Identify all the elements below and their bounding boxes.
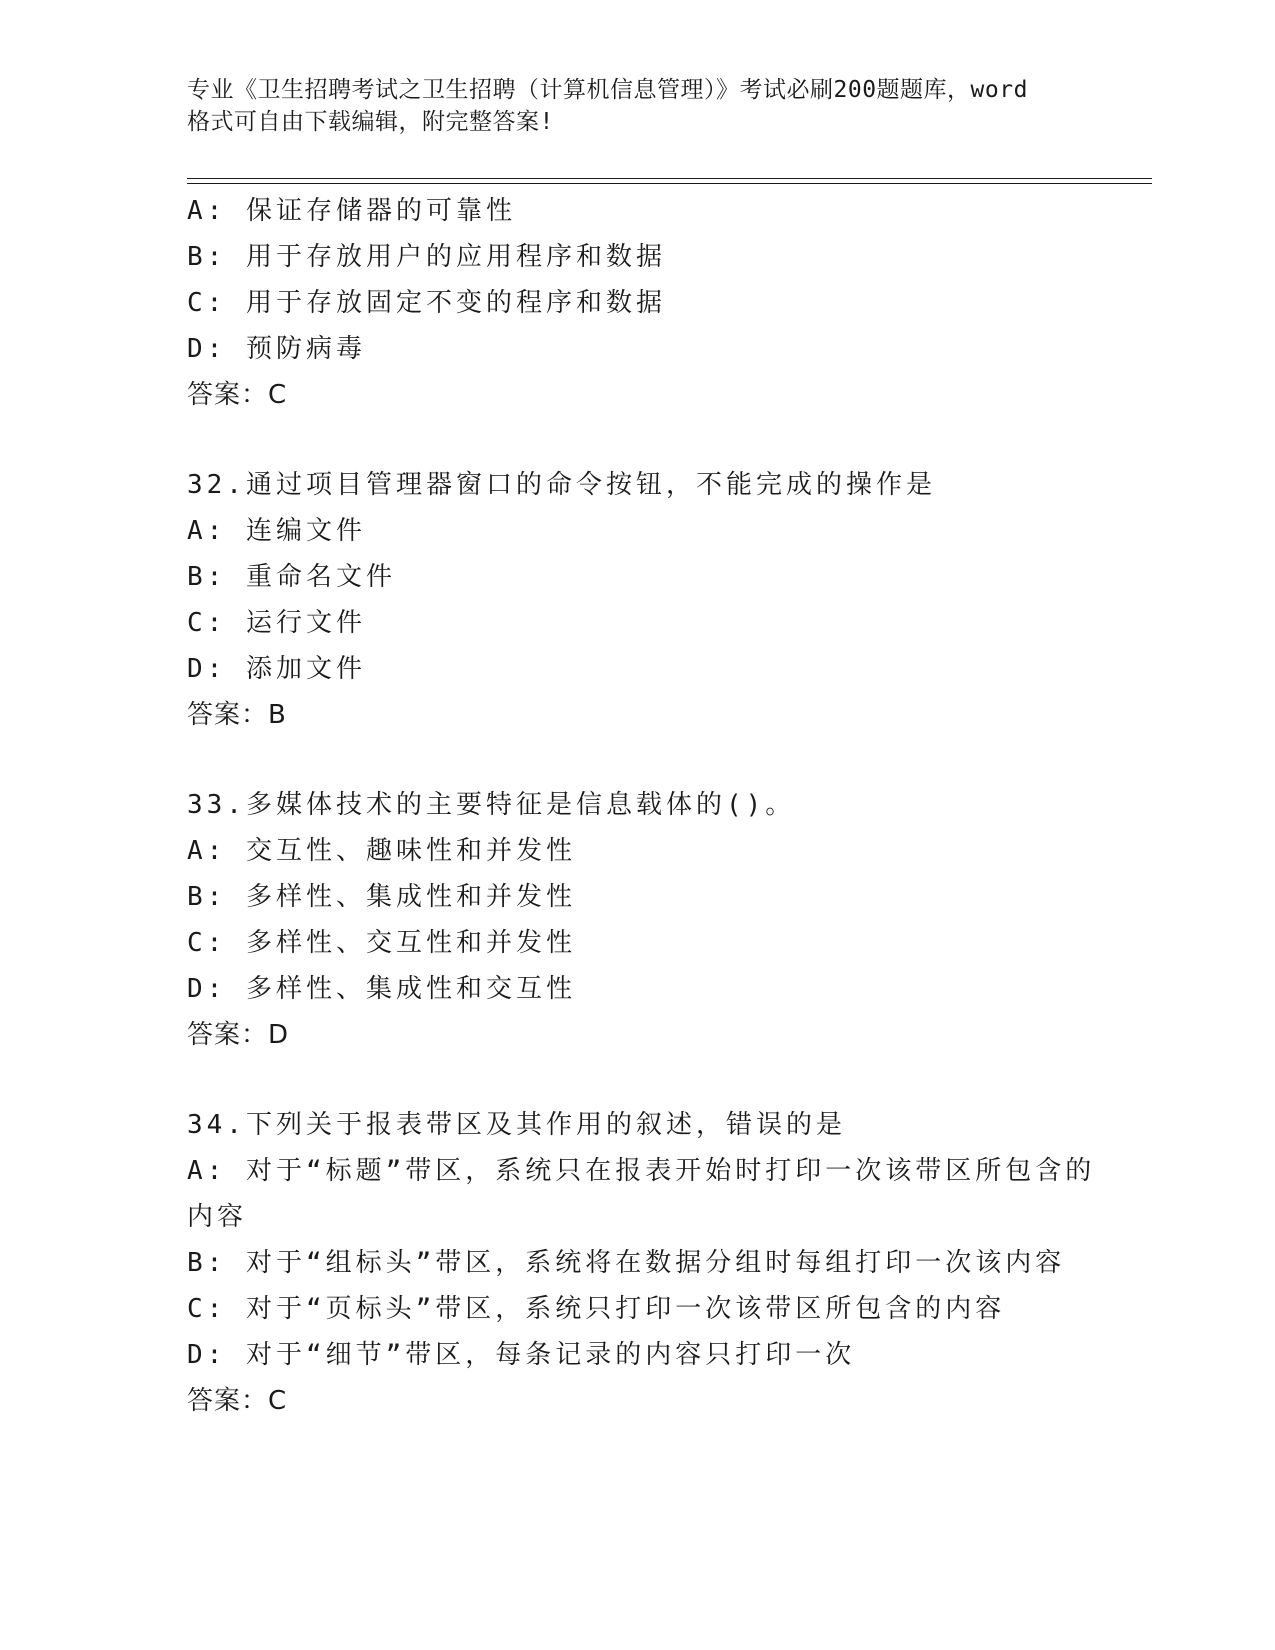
option-d: D: 多样性、集成性和交互性 [187, 974, 576, 1004]
option-d: D: 对于“细节”带区，每条记录的内容只打印一次 [187, 1340, 856, 1370]
option-c: C: 运行文件 [187, 608, 366, 638]
option-b: B: 多样性、集成性和并发性 [187, 882, 576, 912]
spacer [187, 1058, 1087, 1102]
option-d: D: 添加文件 [187, 654, 366, 684]
answer-label: 答案：C [187, 1386, 288, 1416]
question-block-32 [187, 462, 1087, 738]
spacer [187, 418, 1087, 462]
question-block-34 [187, 1102, 1096, 1424]
question-list [187, 188, 1096, 1424]
answer-label: 答案：B [187, 700, 287, 730]
option-b: B: 重命名文件 [187, 562, 396, 592]
question-block-31 [187, 188, 1087, 418]
option-a-continuation: 内容 [187, 1202, 248, 1232]
option-c: C: 多样性、交互性和并发性 [187, 928, 576, 958]
question-text: 33.多媒体技术的主要特征是信息载体的()。 [187, 790, 796, 820]
answer-label: 答案：D [187, 1020, 290, 1050]
option-a: A: 对于“标题”带区，系统只在报表开始时打印一次该带区所包含的 [187, 1156, 1096, 1186]
option-b: B: 用于存放用户的应用程序和数据 [187, 242, 666, 272]
option-d: D: 预防病毒 [187, 334, 366, 364]
header-line-1: 专业《卫生招聘考试之卫生招聘（计算机信息管理）》考试必刷200题题库，word [187, 77, 1028, 103]
option-a: A: 保证存储器的可靠性 [187, 196, 516, 226]
option-a: A: 连编文件 [187, 516, 366, 546]
question-text: 34.下列关于报表带区及其作用的叙述，错误的是 [187, 1110, 846, 1140]
option-a: A: 交互性、趣味性和并发性 [187, 836, 576, 866]
header-line-2: 格式可自由下载编辑，附完整答案! [187, 109, 554, 135]
document-header [187, 74, 1087, 138]
question-block-33 [187, 782, 1087, 1058]
header-divider-bottom [187, 183, 1152, 184]
header-divider-top [187, 178, 1152, 179]
option-b: B: 对于“组标头”带区，系统将在数据分组时每组打印一次该内容 [187, 1248, 1066, 1278]
spacer [187, 738, 1087, 782]
answer-label: 答案：C [187, 380, 288, 410]
option-c: C: 用于存放固定不变的程序和数据 [187, 288, 666, 318]
question-text: 32.通过项目管理器窗口的命令按钮，不能完成的操作是 [187, 470, 936, 500]
option-c: C: 对于“页标头”带区，系统只打印一次该带区所包含的内容 [187, 1294, 1006, 1324]
